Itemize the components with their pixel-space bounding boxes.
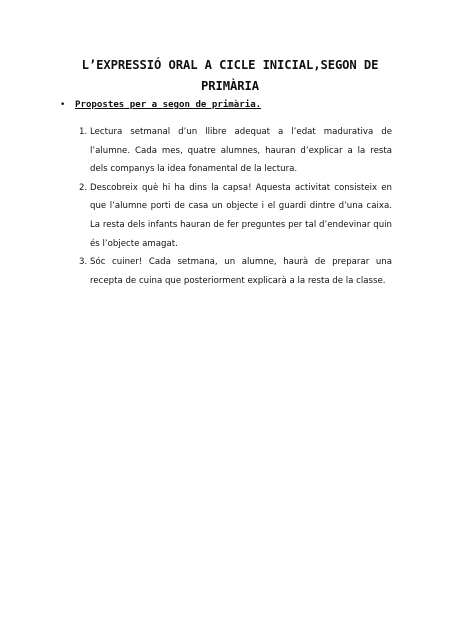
title-line-2: PRIMÀRIA	[201, 79, 259, 93]
section-heading: Propostes per a segon de primària.	[75, 100, 262, 110]
list-item	[62, 179, 392, 253]
list-item-number: 1.	[79, 127, 88, 137]
list-item-text: Sóc cuiner! Cada setmana, un alumne, haurà de preparar una recepta de cuina que posteriorment explicarà a la resta de la classe.	[90, 257, 392, 286]
list-item-number: 3.	[79, 257, 88, 268]
list-item-text: Descobreix què hi ha dins la capsa! Aquesta activitat consisteix en que l’alumne porti de casa un objecte i el guardi dintre d’una caixa. La resta dels infants hauran de fer preguntes per tal d’endevinar quin és l’objecte amagat.	[90, 182, 392, 249]
list-item-number: 2.	[79, 182, 88, 193]
bullet-icon: •	[60, 100, 66, 110]
title-line-1: L’EXPRESSIÓ ORAL A CICLE INICIAL,SEGON DE	[81, 58, 379, 72]
list-item	[62, 253, 392, 290]
proposals-list	[62, 123, 392, 290]
list-item	[62, 123, 392, 179]
list-item-text: Lectura setmanal d’un llibre adequat a l’edat madurativa de l’alumne. Cada mes, quatre alumnes, hauran d’explicar a la resta dels companys la idea fonamental de la lectura.	[90, 127, 392, 175]
document-title	[50, 55, 410, 97]
